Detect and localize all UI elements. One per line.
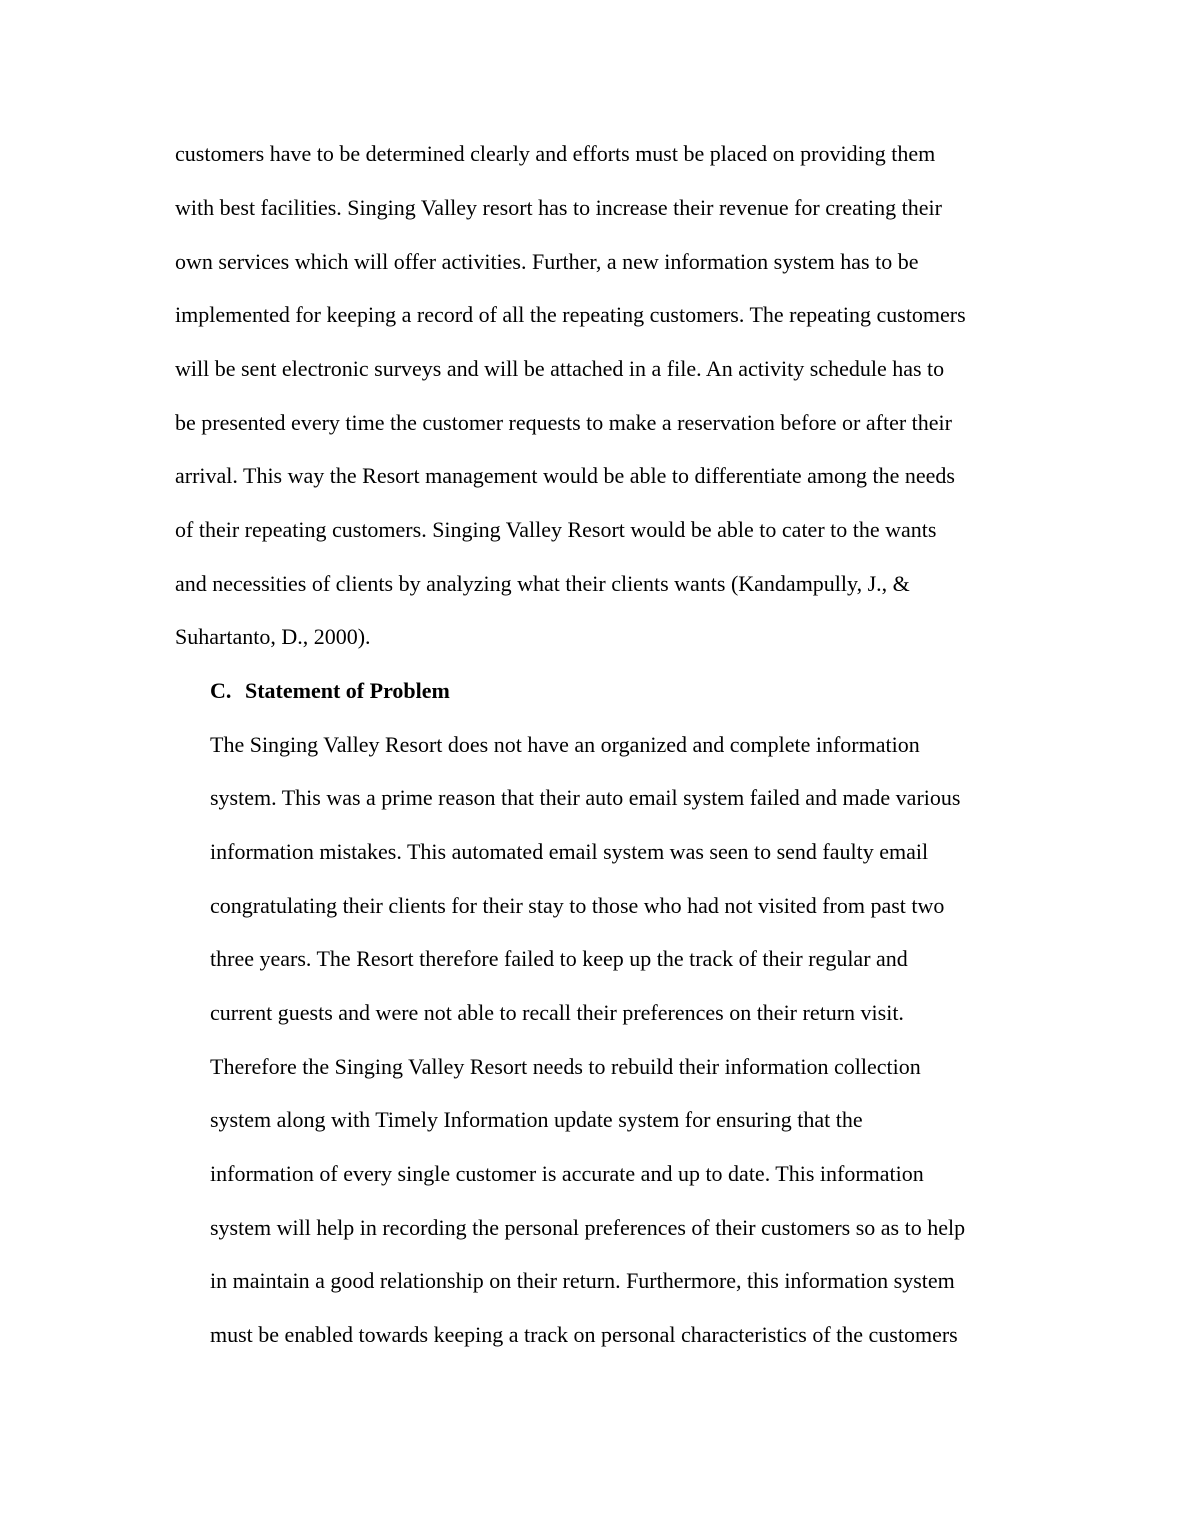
text-line: must be enabled towards keeping a track on personal characteristics of the customers <box>210 1322 958 1347</box>
text-line: current guests and were not able to recall their preferences on their return visit. <box>210 1000 904 1025</box>
text-line: own services which will offer activities. Further, a new information system has to be <box>175 249 919 274</box>
text-line: three years. The Resort therefore failed to keep up the track of their regular and <box>210 946 908 971</box>
text-line: of their repeating customers. Singing Valley Resort would be able to cater to the wants <box>175 517 937 542</box>
text-line: Therefore the Singing Valley Resort needs to rebuild their information collection <box>210 1054 921 1079</box>
text-line: in maintain a good relationship on their return. Furthermore, this information system <box>210 1268 955 1293</box>
section-heading-title: Statement of Problem <box>245 678 450 703</box>
text-line: system along with Timely Information update system for ensuring that the <box>210 1107 863 1132</box>
text-line: will be sent electronic surveys and will be attached in a file. An activity schedule has to <box>175 356 945 381</box>
section-heading <box>210 677 450 705</box>
text-line: and necessities of clients by analyzing what their clients wants (Kandampully, J., & <box>175 571 910 596</box>
text-line: information mistakes. This automated email system was seen to send faulty email <box>210 839 929 864</box>
text-line: The Singing Valley Resort does not have an organized and complete information <box>210 732 920 757</box>
section-heading-letter: C. <box>210 678 232 703</box>
text-line: Suhartanto, D., 2000). <box>175 624 371 649</box>
text-line: information of every single customer is accurate and up to date. This information <box>210 1161 924 1186</box>
text-line: with best facilities. Singing Valley resort has to increase their revenue for creating their <box>175 195 942 220</box>
text-line: congratulating their clients for their stay to those who had not visited from past two <box>210 893 945 918</box>
text-line: system will help in recording the personal preferences of their customers so as to help <box>210 1215 966 1240</box>
text-line: implemented for keeping a record of all the repeating customers. The repeating customers <box>175 302 966 327</box>
text-line: be presented every time the customer requests to make a reservation before or after their <box>175 410 952 435</box>
text-line: system. This was a prime reason that their auto email system failed and made various <box>210 785 961 810</box>
text-line: arrival. This way the Resort management would be able to differentiate among the needs <box>175 463 955 488</box>
text-line: customers have to be determined clearly and efforts must be placed on providing them <box>175 141 936 166</box>
